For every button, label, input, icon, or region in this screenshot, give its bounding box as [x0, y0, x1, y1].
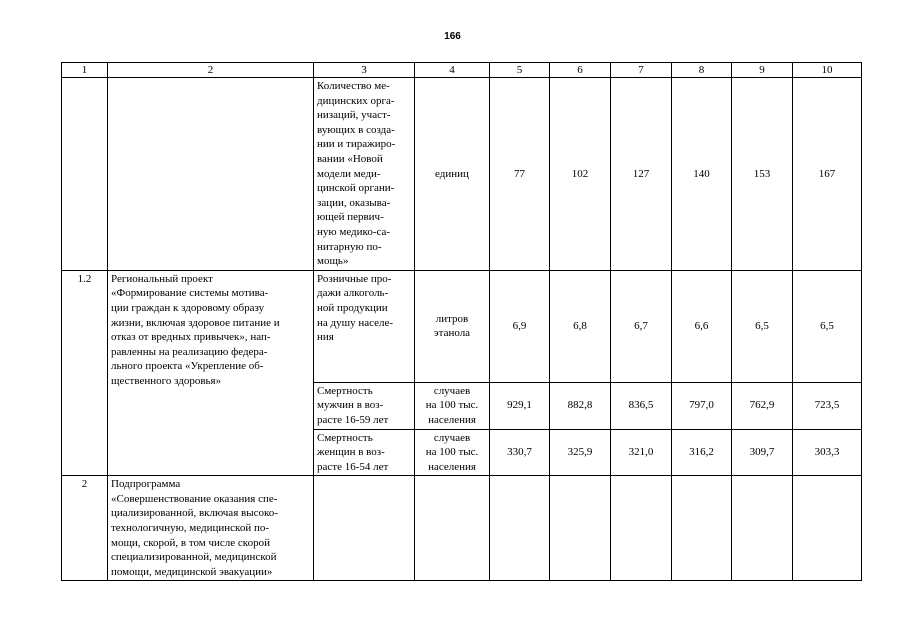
header-cell: 2 [108, 63, 314, 78]
header-cell: 3 [314, 63, 415, 78]
header-cell: 7 [611, 63, 672, 78]
indicator-cell [314, 476, 415, 581]
item-number-cell: 2 [62, 476, 108, 581]
header-cell: 6 [550, 63, 611, 78]
header-cell: 8 [672, 63, 732, 78]
value-cell: 6,6 [672, 270, 732, 382]
value-cell [793, 476, 862, 581]
value-cell: 167 [793, 78, 862, 271]
value-cell: 836,5 [611, 382, 672, 429]
value-cell: 929,1 [490, 382, 550, 429]
item-name-cell: Региональный проект «Формирование системы мотива- ции граждан к здоровому образу жизни, включая здоровое питание и отказ от вредных привычек», нап- равленны на реализацию федера- льного проекта «Укрепление об- щественного здоровья» [108, 270, 314, 476]
value-cell: 140 [672, 78, 732, 271]
header-cell: 10 [793, 63, 862, 78]
column-number-row [62, 63, 862, 78]
value-cell: 77 [490, 78, 550, 271]
indicators-table [61, 62, 862, 581]
value-cell: 6,5 [793, 270, 862, 382]
value-cell: 153 [732, 78, 793, 271]
value-cell: 330,7 [490, 429, 550, 476]
value-cell [732, 476, 793, 581]
table-row [62, 270, 862, 382]
item-name-cell [108, 78, 314, 271]
value-cell: 6,7 [611, 270, 672, 382]
item-number-cell [62, 78, 108, 271]
indicator-cell: Смертность мужчин в воз- расте 16-59 лет [314, 382, 415, 429]
header-cell: 9 [732, 63, 793, 78]
header-cell: 5 [490, 63, 550, 78]
indicator-cell: Розничные про- дажи алкоголь- ной продукции на душу населе- ния [314, 270, 415, 382]
header-cell: 4 [415, 63, 490, 78]
item-number-cell: 1.2 [62, 270, 108, 476]
value-cell: 127 [611, 78, 672, 271]
value-cell: 762,9 [732, 382, 793, 429]
value-cell [490, 476, 550, 581]
page-number: 166 [444, 31, 461, 42]
value-cell: 321,0 [611, 429, 672, 476]
indicator-cell: Количество ме- дицинских орга- низаций, участ- вующих в созда- нии и тиражиро- вании «Новой модели меди- цинской органи- зации, оказыва- ющей первич- ную медико-са- нитарную по- мощь» [314, 78, 415, 271]
unit-cell: случаев на 100 тыс. населения [415, 429, 490, 476]
value-cell: 723,5 [793, 382, 862, 429]
value-cell: 303,3 [793, 429, 862, 476]
unit-cell: единиц [415, 78, 490, 271]
value-cell: 6,8 [550, 270, 611, 382]
header-cell: 1 [62, 63, 108, 78]
indicator-cell: Смертность женщин в воз- расте 16-54 лет [314, 429, 415, 476]
unit-cell [415, 476, 490, 581]
unit-cell: литров этанола [415, 270, 490, 382]
value-cell: 6,9 [490, 270, 550, 382]
table-row [62, 476, 862, 581]
item-name-cell: Подпрограмма «Совершенствование оказания спе- циализированной, включая высоко- технологичную, медицинской по- мощи, скорой, в том числе скорой специализированной, медицинской помощи, медицинской эвакуации» [108, 476, 314, 581]
value-cell: 309,7 [732, 429, 793, 476]
value-cell: 882,8 [550, 382, 611, 429]
table-row [62, 78, 862, 271]
unit-cell: случаев на 100 тыс. населения [415, 382, 490, 429]
value-cell: 102 [550, 78, 611, 271]
value-cell: 6,5 [732, 270, 793, 382]
value-cell [672, 476, 732, 581]
value-cell [550, 476, 611, 581]
value-cell [611, 476, 672, 581]
value-cell: 797,0 [672, 382, 732, 429]
value-cell: 316,2 [672, 429, 732, 476]
value-cell: 325,9 [550, 429, 611, 476]
